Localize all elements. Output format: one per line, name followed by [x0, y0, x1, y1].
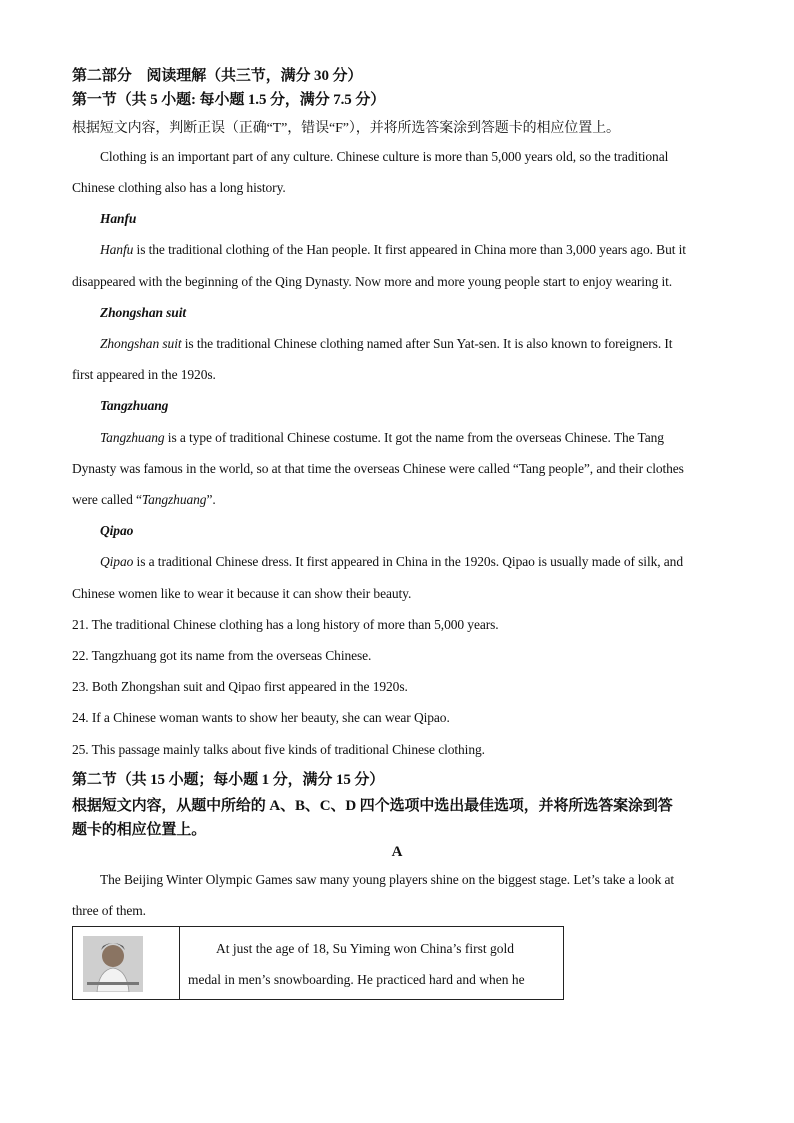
photo-cell: [73, 927, 180, 1000]
intro-line-2: Chinese clothing also has a long history.: [72, 180, 286, 195]
hanfu-term: Hanfu: [100, 242, 134, 257]
tangzhuang-line-3-term: Tangzhuang: [141, 492, 207, 507]
question-25: 25. This passage mainly talks about five kinds of traditional Chinese clothing.: [72, 742, 485, 757]
tangzhuang-text: is a type of traditional Chinese costume. It got the name from the overseas Chinese. The Tang: [164, 430, 664, 445]
zhongshan-text: is the traditional Chinese clothing named after Sun Yat-sen. It is also known to foreigners. It: [181, 336, 673, 351]
tangzhuang-heading: Tangzhuang: [100, 398, 169, 413]
section1-instruction: 根据短文内容，判断正误（正确“T”，错误“F”），并将所选答案涂到答题卡的相应位置上。: [72, 121, 620, 136]
zhongshan-line-1: [100, 336, 672, 352]
hanfu-line-1: [100, 242, 686, 258]
qipao-term: Qipao: [100, 554, 134, 569]
qipao-text: is a traditional Chinese dress. It first appeared in China in the 1920s. Qipao is usually made of silk, and: [133, 554, 683, 569]
intro-line-1: Clothing is an important part of any culture. Chinese culture is more than 5,000 years old, so the traditional: [100, 149, 669, 164]
passage-a-intro-1: The Beijing Winter Olympic Games saw many young players shine on the biggest stage. Let’s take a look at: [100, 872, 675, 887]
qipao-line-2: Chinese women like to wear it because it can show their beauty.: [72, 586, 412, 601]
question-23: 23. Both Zhongshan suit and Qipao first appeared in the 1920s.: [72, 679, 408, 694]
tangzhuang-line-2: Dynasty was famous in the world, so at that time the overseas Chinese were called “Tang people”, and their clothes: [72, 461, 684, 476]
player-line-2: medal in men’s snowboarding. He practiced hard and when he: [188, 972, 525, 987]
player-text-cell: [180, 927, 564, 1000]
part-title: 第二部分 阅读理解（共三节，满分 30 分）: [72, 68, 363, 84]
section2-instruction-2: 题卡的相应位置上。: [72, 822, 207, 838]
tangzhuang-line-3: [72, 492, 216, 508]
player-table: [72, 926, 564, 1000]
question-24: 24. If a Chinese woman wants to show her beauty, she can wear Qipao.: [72, 710, 450, 725]
hanfu-line-2: disappeared with the beginning of the Qing Dynasty. Now more and more young people start to enjoy wearing it.: [72, 274, 673, 289]
passage-a-intro-2: three of them.: [72, 903, 146, 918]
passage-label: A: [391, 844, 403, 860]
tangzhuang-line-1: [100, 430, 664, 446]
tangzhuang-line-3-post: ”.: [206, 492, 216, 507]
player-line-1: At just the age of 18, Su Yiming won China’s first gold: [216, 941, 514, 956]
zhongshan-line-2: first appeared in the 1920s.: [72, 367, 216, 382]
section2-title: 第二节（共 15 小题；每小题 1 分，满分 15 分）: [72, 772, 385, 788]
athlete-photo-image: [83, 936, 143, 992]
section1-title: 第一节（共 5 小题: 每小题 1.5 分，满分 7.5 分）: [72, 92, 386, 108]
qipao-line-1: [100, 554, 683, 570]
tangzhuang-term: Tangzhuang: [100, 430, 165, 445]
question-22: 22. Tangzhuang got its name from the overseas Chinese.: [72, 648, 372, 663]
question-21: 21. The traditional Chinese clothing has a long history of more than 5,000 years.: [72, 617, 499, 632]
tangzhuang-line-3-pre: were called “: [72, 492, 142, 507]
zhongshan-term: Zhongshan suit: [100, 336, 182, 351]
table-row: [73, 927, 564, 1000]
hanfu-heading: Hanfu: [100, 211, 137, 226]
section2-instruction-1: 根据短文内容，从题中所给的 A、B、C、D 四个选项中选出最佳选项，并将所选答案涂到答: [72, 798, 673, 814]
athlete-photo: [83, 936, 143, 992]
hanfu-text: is the traditional clothing of the Han people. It first appeared in China more than 3,000 years ago. But it: [133, 242, 686, 257]
qipao-heading: Qipao: [100, 523, 134, 538]
zhongshan-heading: Zhongshan suit: [100, 305, 187, 320]
